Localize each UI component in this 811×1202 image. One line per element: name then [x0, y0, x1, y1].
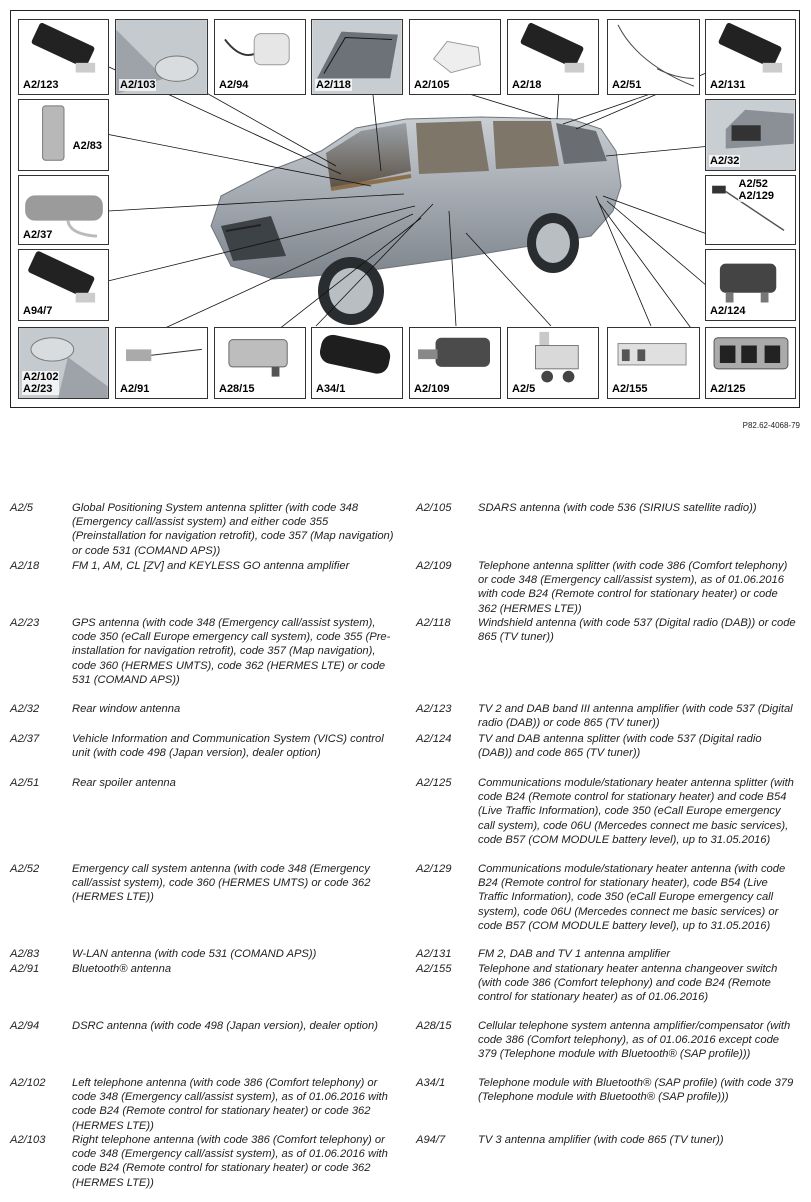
- legend-row: [10, 962, 400, 1019]
- legend-row: [10, 776, 400, 862]
- legend-row: [416, 616, 796, 702]
- legend-desc: FM 2, DAB and TV 1 antenna amplifier: [478, 948, 671, 960]
- legend-row: [416, 776, 796, 862]
- legend-code: A2/5: [10, 502, 34, 514]
- legend-desc: DSRC antenna (with code 498 (Japan version), dealer option): [72, 1020, 378, 1032]
- tile-label: A2/32: [710, 155, 740, 167]
- legend-row: [10, 862, 400, 947]
- tile-a2-52-a2-129: [705, 175, 796, 245]
- legend-right: [416, 501, 796, 1190]
- tile-label: A2/131: [710, 79, 746, 91]
- legend-left: [10, 501, 400, 1190]
- tile-label: A2/37: [23, 229, 53, 241]
- legend-code: A2/123: [416, 703, 452, 715]
- legend-code: A2/131: [416, 948, 452, 960]
- legend-desc: Emergency call system antenna (with code 348 (Emergency call/assist system), code 360 (HERMES UMTS) or code 362 (HERMES LTE)): [72, 863, 371, 904]
- tile-a2-155: [607, 327, 700, 399]
- legend-code: A2/129: [416, 863, 452, 875]
- tile-a94-7: [18, 249, 109, 321]
- legend-code: A2/51: [10, 777, 40, 789]
- tile-a2-123: [18, 19, 109, 95]
- car-illustration: [211, 117, 621, 325]
- legend-desc: TV 2 and DAB band III antenna amplifier (with code 537 (Digital radio (DAB)) or code 865 (TV tuner)): [478, 703, 793, 730]
- legend-code: A2/124: [416, 733, 452, 745]
- tile-label: A2/83: [72, 140, 102, 152]
- figure-id: P82.62-4068-79: [742, 421, 800, 430]
- tile-label: A2/123: [23, 79, 59, 91]
- tile-a2-94: [214, 19, 306, 95]
- legend-desc: Bluetooth® antenna: [72, 963, 172, 975]
- tile-a2-103: [115, 19, 208, 95]
- tile-label: A2/103: [120, 79, 156, 91]
- legend-code: A34/1: [416, 1077, 446, 1089]
- tile-label: A2/52 A2/129: [738, 178, 774, 202]
- legend-desc: Communications module/stationary heater antenna (with code B24 (Remote control for stationary heater), code B54 (Live Traffic Information), code 350 (eCall Europe emergency call system), code 06U (Mercedes connect me basic services) or code B57 (COM MODULE battery level), up to 31.05.2016): [478, 863, 786, 932]
- tile-label: A2/18: [512, 79, 542, 91]
- wlan-antenna-icon: [19, 100, 108, 170]
- tile-a2-91: [115, 327, 208, 399]
- legend-row: [10, 1133, 400, 1190]
- legend-desc: Rear spoiler antenna: [72, 777, 176, 789]
- legend-row: [416, 862, 796, 947]
- legend-desc: Vehicle Information and Communication System (VICS) control unit (with code 498 (Japan version), dealer option): [72, 733, 384, 760]
- legend-code: A2/94: [10, 1020, 40, 1032]
- tile-a34-1: [311, 327, 403, 399]
- tile-label: A2/94: [219, 79, 249, 91]
- tile-a2-131: [705, 19, 796, 95]
- legend-code: A2/23: [10, 617, 40, 629]
- legend-row: [10, 559, 400, 616]
- legend-row: [416, 559, 796, 616]
- tile-a2-125: [705, 327, 796, 399]
- legend-desc: Telephone antenna splitter (with code 386 (Comfort telephony) or code 348 (Emergency call/assist system), as of 01.06.2016 with code B24 (Remote control for stationary heater) or code 362 (HERMES LTE)): [478, 560, 788, 615]
- legend-code: A2/109: [416, 560, 452, 572]
- tile-a2-32: [705, 99, 796, 171]
- tile-label: A2/91: [120, 383, 150, 395]
- legend-row: [416, 1076, 796, 1133]
- legend-code: A28/15: [416, 1020, 452, 1032]
- tile-a2-5: [507, 327, 599, 399]
- legend-code: A2/105: [416, 502, 452, 514]
- tile-label: A28/15: [219, 383, 255, 395]
- legend-desc: Cellular telephone system antenna amplifier/compensator (with code 386 (Comfort telephony), as of 01.06.2016 except code 379 (Telephone module with Bluetooth® (SAP profile))): [478, 1020, 791, 1061]
- legend-row: [416, 702, 796, 732]
- tile-label: A2/125: [710, 383, 746, 395]
- legend-code: A2/37: [10, 733, 40, 745]
- tile-a2-51: [607, 19, 700, 95]
- legend-row: [416, 501, 796, 559]
- legend-row: [10, 616, 400, 702]
- legend-row: [416, 962, 796, 1019]
- legend-code: A2/155: [416, 963, 452, 975]
- legend-desc: TV and DAB antenna splitter (with code 537 (Digital radio (DAB)) and code 865 (TV tuner)): [478, 733, 762, 760]
- legend-code: A2/125: [416, 777, 452, 789]
- legend-desc: Left telephone antenna (with code 386 (Comfort telephony) or code 348 (Emergency call/assist system), as of 01.06.2016 with code B24 (Remote control for stationary heater) or code 362 (HERMES LTE)): [72, 1077, 388, 1132]
- legend-desc: TV 3 antenna amplifier (with code 865 (TV tuner)): [478, 1134, 724, 1146]
- legend-row: [10, 702, 400, 732]
- legend-row: [416, 1019, 796, 1076]
- legend-code: A2/91: [10, 963, 40, 975]
- tile-label: A94/7: [23, 305, 53, 317]
- legend-code: A2/18: [10, 560, 40, 572]
- legend-row: [10, 1076, 400, 1133]
- tile-label: A2/124: [710, 305, 746, 317]
- tile-a2-18: [507, 19, 599, 95]
- tile-label: A2/105: [414, 79, 450, 91]
- legend-desc: Right telephone antenna (with code 386 (Comfort telephony) or code 348 (Emergency call/assist system), as of 01.06.2016 with code B24 (Remote control for stationary heater) or code 362 (HERMES LTE)): [72, 1134, 388, 1189]
- tile-a28-15: [214, 327, 306, 399]
- tile-label: A2/118: [316, 79, 351, 91]
- legend-desc: W-LAN antenna (with code 531 (COMAND APS)): [72, 948, 317, 960]
- legend-code: A2/52: [10, 863, 40, 875]
- legend-desc: Windshield antenna (with code 537 (Digital radio (DAB)) or code 865 (TV tuner)): [478, 617, 796, 644]
- legend-row: [416, 1133, 796, 1190]
- legend-row: [416, 732, 796, 776]
- tile-a2-102-a2-23: [18, 327, 109, 399]
- tile-label: A2/51: [612, 79, 642, 91]
- legend-code: A2/102: [10, 1077, 46, 1089]
- legend-desc: Rear window antenna: [72, 703, 181, 715]
- legend-code: A2/118: [416, 617, 451, 629]
- legend-desc: SDARS antenna (with code 536 (SIRIUS satellite radio)): [478, 502, 757, 514]
- legend-desc: Telephone and stationary heater antenna changeover switch (with code 386 (Comfort telephony) and code B24 (Remote control for stationary heater) as of 01.06.2016): [478, 963, 778, 1004]
- legend-code: A2/32: [10, 703, 40, 715]
- legend-desc: FM 1, AM, CL [ZV] and KEYLESS GO antenna amplifier: [72, 560, 350, 572]
- legend-desc: GPS antenna (with code 348 (Emergency call/assist system), code 350 (eCall Europe emergency call system), code 355 (Pre-installation for navigation retrofit), code 357 (Map navigation), code 360 (HERMES UMTS), code 362 (HERMES LTE) or code 531 (COMAND APS)): [72, 617, 391, 686]
- tile-label: A2/109: [414, 383, 450, 395]
- legend-desc: Global Positioning System antenna splitter (with code 348 (Emergency call/assist system) and either code 355 (Preinstallation for navigation retrofit), code 357 (Map navigation) or code 531 (COMAND APS)): [72, 502, 394, 557]
- tile-label: A34/1: [316, 383, 346, 395]
- legend-row: [10, 1019, 400, 1076]
- tile-a2-37: [18, 175, 109, 245]
- tile-a2-105: [409, 19, 501, 95]
- legend-row: [10, 947, 400, 962]
- legend-code: A94/7: [416, 1134, 446, 1146]
- legend-desc: Telephone module with Bluetooth® (SAP profile) (with code 379 (Telephone module with Bluetooth® (SAP profile))): [478, 1077, 794, 1104]
- tile-label: A2/155: [612, 383, 648, 395]
- tile-a2-124: [705, 249, 796, 321]
- legend-code: A2/103: [10, 1134, 46, 1146]
- legend-code: A2/83: [10, 948, 40, 960]
- tile-label: A2/102 A2/23: [23, 371, 59, 395]
- tile-a2-83: [18, 99, 109, 171]
- tile-label: A2/5: [512, 383, 536, 395]
- legend-row: [416, 947, 796, 962]
- antenna-location-diagram: [10, 10, 800, 408]
- tile-a2-118: [311, 19, 403, 95]
- legend-row: [10, 732, 400, 776]
- legend-desc: Communications module/stationary heater antenna splitter (with code B24 (Remote control for stationary heater) and code B54 (Live Traffic Information), code 350 (eCall Europe emergency call system), code 06U (Mercedes connect me basic services), code B57 (COM MODULE battery level), up to 31.05.2016): [478, 777, 794, 846]
- legend-row: [10, 501, 400, 559]
- tile-a2-109: [409, 327, 501, 399]
